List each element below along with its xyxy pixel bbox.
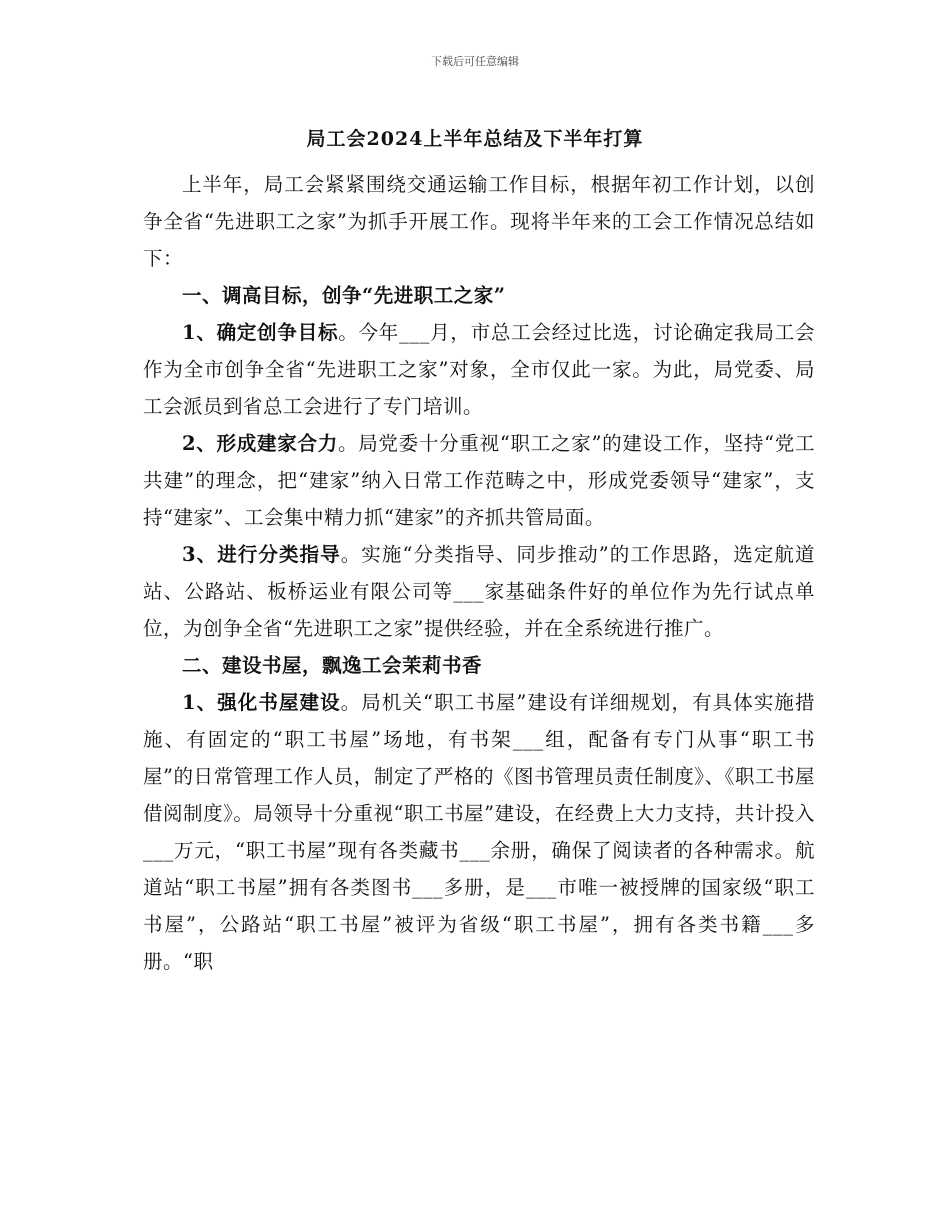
paragraph-lead: 3、进行分类指导 xyxy=(182,543,341,566)
section-2-paragraph-1 xyxy=(143,684,815,980)
section-1-heading: 一、调高目标，创争“先进职工之家” xyxy=(182,284,506,307)
paragraph-lead: 2、形成建家合力 xyxy=(182,432,338,455)
section-2-heading: 二、建设书屋，飘逸工会茉莉书香 xyxy=(182,654,483,677)
page-header-note: 下载后可任意编辑 xyxy=(431,55,519,68)
document-title: 局工会2024上半年总结及下半年打算 xyxy=(306,128,644,150)
section-1-paragraph-3 xyxy=(143,536,815,647)
paragraph-lead: 1、确定创争目标 xyxy=(182,321,339,344)
paragraph-text: 。实施“分类指导、同步推动”的工作思路，选定航道站、公路站、板桥运业有限公司等___家基础条件好的单位作为先行试点单位，为创争全省“先进职工之家”提供经验，并在全系统进行推广。 xyxy=(143,543,815,640)
document-body xyxy=(143,166,815,980)
intro-paragraph: 上半年，局工会紧紧围绕交通运输工作目标，根据年初工作计划，以创争全省“先进职工之家”为抓手开展工作。现将半年来的工会工作情况总结如下： xyxy=(143,173,815,270)
paragraph-text: 。局机关“职工书屋”建设有详细规划，有具体实施措施、有固定的“职工书屋”场地，有书架___组，配备有专门从事“职工书屋”的日常管理工作人员，制定了严格的《图书管理员责任制度》、《职工书屋借阅制度》。局领导十分重视“职工书屋”建设，在经费上大力支持，共计投入___万元，“职工书屋”现有各类藏书___余册，确保了阅读者的各种需求。航道站“职工书屋”拥有各类图书___多册，是___市唯一被授牌的国家级“职工书屋”，公路站“职工书屋”被评为省级“职工书屋”，拥有各类书籍___多册。“职 xyxy=(143,691,815,973)
section-1-paragraph-2 xyxy=(143,425,815,536)
paragraph-lead: 1、强化书屋建设 xyxy=(182,691,341,714)
section-1-paragraph-1 xyxy=(143,314,815,425)
paragraph-text: 。局党委十分重视“职工之家”的建设工作，坚持“党工共建”的理念，把“建家”纳入日常工作范畴之中，形成党委领导“建家”，支持“建家”、工会集中精力抓“建家”的齐抓共管局面。 xyxy=(143,432,815,529)
paragraph-text: 。今年___月，市总工会经过比选，讨论确定我局工会作为全市创争全省“先进职工之家”对象，全市仅此一家。为此，局党委、局工会派员到省总工会进行了专门培训。 xyxy=(143,321,815,418)
